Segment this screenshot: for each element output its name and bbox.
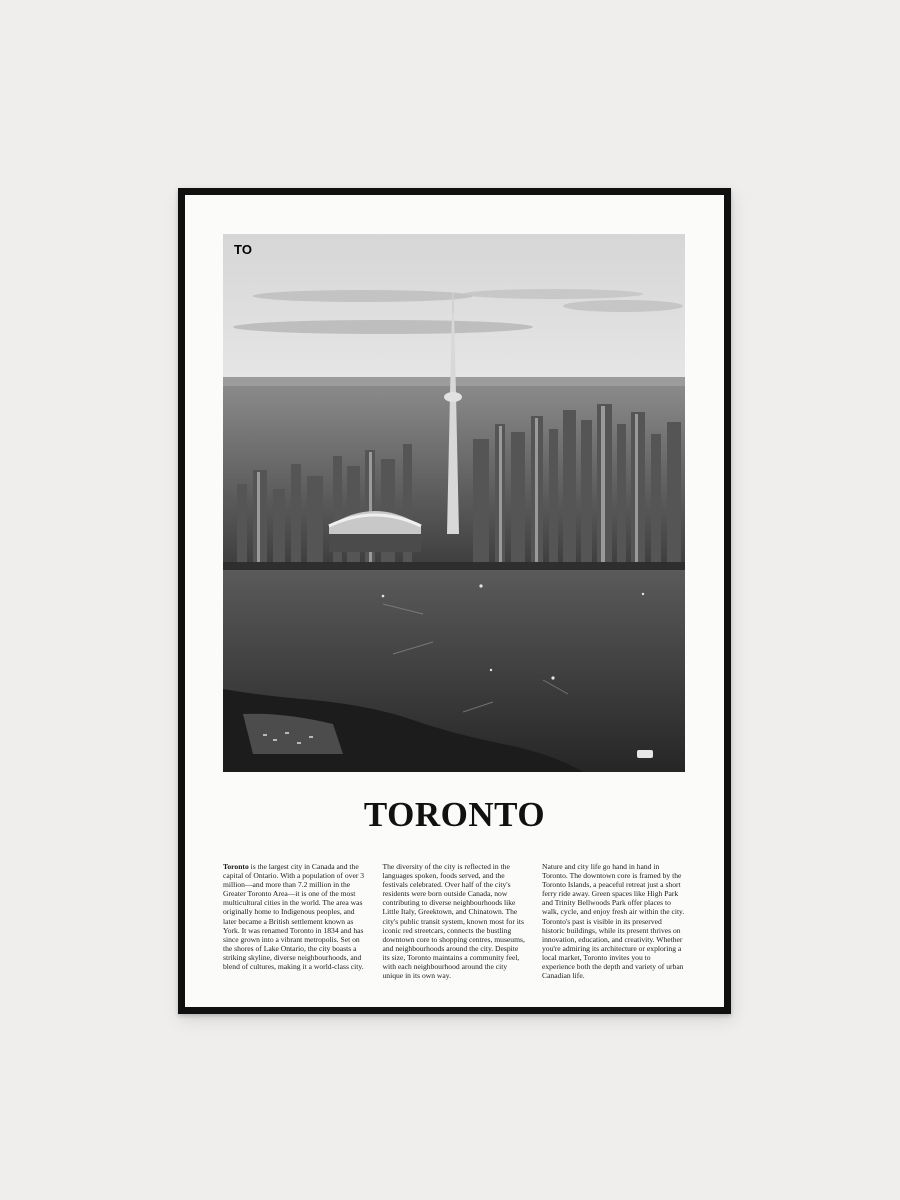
description-column-1 [223, 862, 366, 980]
poster-title: TORONTO [363, 795, 546, 834]
description-column-2 [383, 862, 526, 980]
column-text: Nature and city life go hand in hand in Toronto. The downtown core is framed by the Toronto Islands, a peaceful retreat just a short ferry ride away. Green spaces like High Park and Trinity Bellwoods Park offer places to walk, cycle, and enjoy fresh air within the city. Toronto's past is visible in its preserved historic buildings, while its present thrives on innovation, education, and creativity. Whether you're admiring its architecture or exploring a local market, Toronto invites you to experience both the depth and variety of urban Canadian life. [542, 862, 685, 981]
toronto-skyline-photo [223, 234, 685, 772]
column-text: The diversity of the city is reflected in the languages spoken, foods served, and the festivals celebrated. Over half of the city's residents were born outside Canada, now contributing to diverse neighbourhoods like Little Italy, Greektown, and Chinatown. The city's public transit system, known most for its iconic red streetcars, connects the bustling downtown core to shopping centres, museums, and neighbourhoods around the city. Despite its size, Toronto maintains a community feel, with each neighbourhood around the city unique in its own way. [382, 862, 525, 981]
city-code: TO [234, 242, 253, 257]
skyline-illustration [223, 234, 685, 772]
poster-frame [178, 188, 731, 1014]
column-lead-word: Toronto [223, 862, 249, 871]
poster-paper [185, 195, 724, 1007]
description-column-3 [542, 862, 685, 980]
column-text: is the largest city in Canada and the capital of Ontario. With a population of over 3 million—and more than 7.2 million in the Greater Toronto Area—it is one of the most multicultural cities in the world. The area was originally home to Indigenous peoples, and later became a British settlement known as York. It was renamed Toronto in 1834 and has since grown into a vibrant metropolis. Set on the shores of Lake Ontario, the city boasts a striking skyline, diverse neighbourhoods, and blend of cultures, making it a world-class city. [223, 862, 365, 972]
description-columns [223, 862, 685, 980]
